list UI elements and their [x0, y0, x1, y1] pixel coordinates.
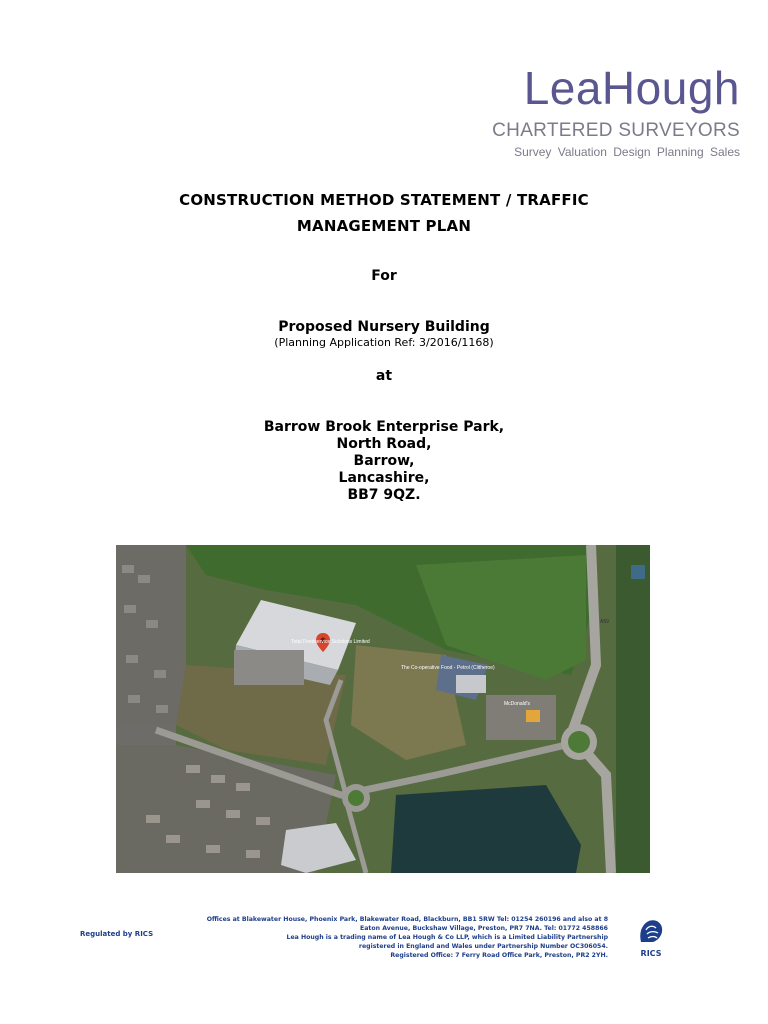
rics-lion-icon: [637, 918, 665, 944]
for-label: For: [371, 268, 397, 284]
address-line-5: BB7 9QZ.: [347, 487, 421, 503]
rics-text: RICS: [640, 949, 662, 958]
planning-reference: (Planning Application Ref: 3/2016/1168): [274, 336, 494, 349]
company-logo: [492, 62, 740, 159]
map-label-petrol: The Co-operative Food - Petrol (Clitheroe): [401, 665, 495, 671]
address-line-1: Barrow Brook Enterprise Park,: [263, 419, 505, 435]
rics-logo: [634, 918, 668, 958]
title-line-2: MANAGEMENT PLAN: [296, 217, 472, 235]
address-line-4: Lancashire,: [338, 470, 430, 486]
logo-subtitle: CHARTERED SURVEYORS: [492, 120, 740, 141]
footer-line-4: registered in England and Wales under Partnership Number OC306054.: [358, 943, 608, 950]
aerial-map-image: [116, 545, 650, 873]
map-road-label: A59: [600, 619, 609, 625]
project-name: Proposed Nursery Building: [278, 319, 490, 335]
map-label-mcdonalds: McDonald's: [504, 701, 530, 707]
document-title: [0, 187, 768, 239]
map-label-building: Total Foodservice Solutions Limited: [291, 639, 370, 645]
address-line-3: Barrow,: [353, 453, 415, 469]
office-details: [188, 915, 608, 960]
aerial-site-map: [116, 545, 650, 873]
at-label: at: [375, 368, 393, 384]
logo-name: LeaHough: [523, 62, 740, 114]
title-line-1: CONSTRUCTION METHOD STATEMENT / TRAFFIC: [179, 191, 589, 209]
footer-line-1: Offices at Blakewater House, Phoenix Park, Blakewater Road, Blackburn, BB1 5RW Tel: 01254 260196 and also at 8: [206, 916, 608, 923]
footer-line-3: Lea Hough is a trading name of Lea Hough & Co LLP, which is a Limited Liability Partnership: [286, 934, 608, 941]
logo-tagline: Survey Valuation Design Planning Sales: [514, 145, 740, 159]
footer-line-2: Eaton Avenue, Buckshaw Village, Preston, PR7 7NA. Tel: 01772 458866: [360, 925, 608, 932]
regulated-by-rics: Regulated by RICS: [80, 930, 154, 938]
address-line-2: North Road,: [336, 436, 432, 452]
footer-line-5: Registered Office: 7 Ferry Road Office Park, Preston, PR2 2YH.: [390, 952, 608, 959]
site-address: [0, 419, 768, 504]
